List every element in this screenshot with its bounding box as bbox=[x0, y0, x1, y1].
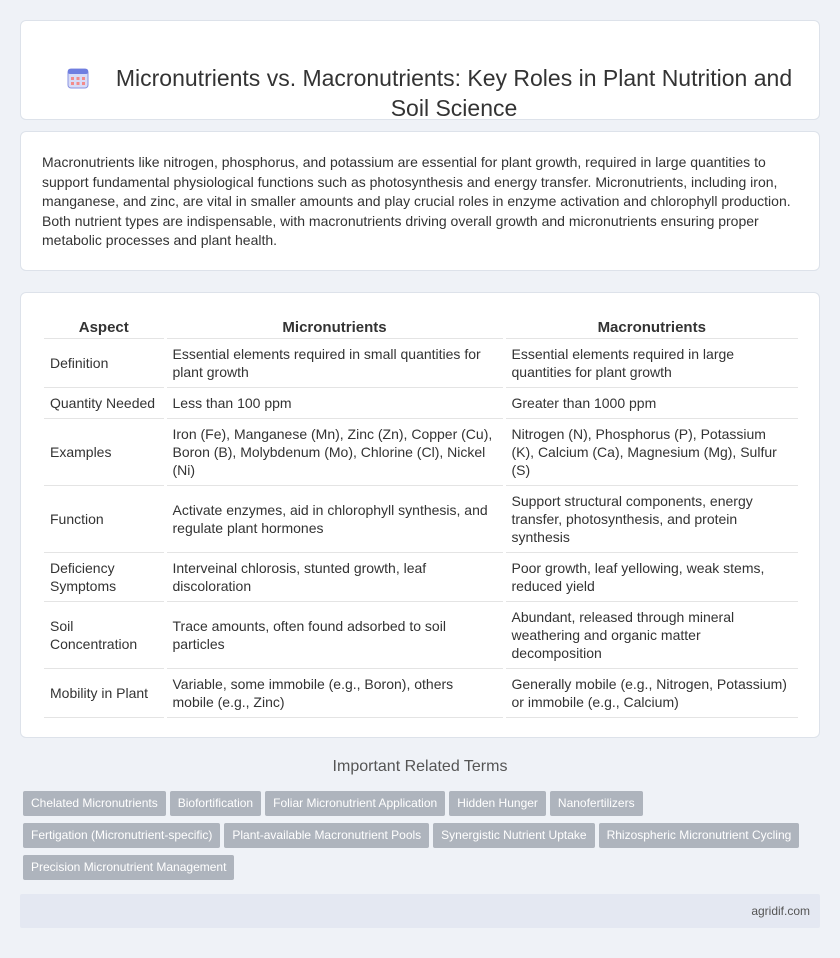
comparison-table bbox=[44, 315, 798, 718]
tag-chelated-micronutrients[interactable]: Chelated Micronutrients bbox=[23, 791, 166, 816]
row-micronutrients: Variable, some immobile (e.g., Boron), others mobile (e.g., Zinc) bbox=[165, 669, 504, 718]
row-macronutrients: Poor growth, leaf yellowing, weak stems, reduced yield bbox=[504, 553, 798, 602]
row-aspect: Mobility in Plant bbox=[44, 669, 165, 718]
table-row bbox=[44, 669, 798, 718]
row-macronutrients: Greater than 1000 ppm bbox=[504, 388, 798, 419]
tag-precision-micronutrient-management[interactable]: Precision Micronutrient Management bbox=[23, 855, 234, 880]
row-micronutrients: Trace amounts, often found adsorbed to soil particles bbox=[165, 602, 504, 669]
comparison-table-card bbox=[20, 292, 820, 738]
header-macronutrients: Macronutrients bbox=[504, 315, 798, 339]
table-row bbox=[44, 419, 798, 486]
row-micronutrients: Interveinal chlorosis, stunted growth, leaf discoloration bbox=[165, 553, 504, 602]
row-aspect: Function bbox=[44, 486, 165, 553]
row-macronutrients: Generally mobile (e.g., Nitrogen, Potassium) or immobile (e.g., Calcium) bbox=[504, 669, 798, 718]
tag-synergistic-nutrient-uptake[interactable]: Synergistic Nutrient Uptake bbox=[433, 823, 594, 848]
row-micronutrients: Essential elements required in small quantities for plant growth bbox=[165, 339, 504, 388]
row-macronutrients: Essential elements required in large quantities for plant growth bbox=[504, 339, 798, 388]
title-card bbox=[20, 20, 820, 120]
row-micronutrients: Less than 100 ppm bbox=[165, 388, 504, 419]
footer-site-link[interactable]: agridif.com bbox=[751, 904, 810, 918]
calendar-grid-icon bbox=[67, 67, 89, 89]
table-row bbox=[44, 339, 798, 388]
tag-plant-available-macronutrient-pools[interactable]: Plant-available Macronutrient Pools bbox=[224, 823, 429, 848]
table-row bbox=[44, 553, 798, 602]
row-aspect: Deficiency Symptoms bbox=[44, 553, 165, 602]
tag-biofortification[interactable]: Biofortification bbox=[170, 791, 261, 816]
row-aspect: Quantity Needed bbox=[44, 388, 165, 419]
intro-card bbox=[20, 131, 820, 271]
tag-hidden-hunger[interactable]: Hidden Hunger bbox=[449, 791, 546, 816]
table-row bbox=[44, 486, 798, 553]
related-terms-list bbox=[23, 791, 823, 887]
row-macronutrients: Nitrogen (N), Phosphorus (P), Potassium (K), Calcium (Ca), Magnesium (Mg), Sulfur (S) bbox=[504, 419, 798, 486]
tag-fertigation[interactable]: Fertigation (Micronutrient-specific) bbox=[23, 823, 220, 848]
tag-nanofertilizers[interactable]: Nanofertilizers bbox=[550, 791, 643, 816]
intro-paragraph: Macronutrients like nitrogen, phosphorus, and potassium are essential for plant growth, required in large quantities to support fundamental physiological functions such as photosynthesis and energy transfer. Micronutrients, including iron, manganese, and zinc, are vital in smaller amounts and play crucial roles in enzyme activation and chlorophyll production. Both nutrient types are indispensable, with macronutrients driving overall growth and micronutrients ensuring proper metabolic processes and plant health. bbox=[42, 154, 791, 249]
tag-foliar-micronutrient-application[interactable]: Foliar Micronutrient Application bbox=[265, 791, 445, 816]
tag-rhizospheric-micronutrient-cycling[interactable]: Rhizospheric Micronutrient Cycling bbox=[599, 823, 800, 848]
footer bbox=[20, 894, 820, 928]
page-title: Micronutrients vs. Macronutrients: Key Roles in Plant Nutrition and Soil Science bbox=[115, 65, 793, 121]
header-aspect: Aspect bbox=[44, 315, 165, 339]
table-header-row bbox=[44, 315, 798, 339]
row-micronutrients: Iron (Fe), Manganese (Mn), Zinc (Zn), Copper (Cu), Boron (B), Molybdenum (Mo), Chlorine (Cl), Nickel (Ni) bbox=[165, 419, 504, 486]
table-row bbox=[44, 388, 798, 419]
row-aspect: Definition bbox=[44, 339, 165, 388]
header-micronutrients: Micronutrients bbox=[165, 315, 504, 339]
related-terms-heading: Important Related Terms bbox=[332, 758, 508, 775]
row-macronutrients: Support structural components, energy transfer, photosynthesis, and protein synthesis bbox=[504, 486, 798, 553]
row-macronutrients: Abundant, released through mineral weathering and organic matter decomposition bbox=[504, 602, 798, 669]
row-micronutrients: Activate enzymes, aid in chlorophyll synthesis, and regulate plant hormones bbox=[165, 486, 504, 553]
row-aspect: Soil Concentration bbox=[44, 602, 165, 669]
table-row bbox=[44, 602, 798, 669]
row-aspect: Examples bbox=[44, 419, 165, 486]
